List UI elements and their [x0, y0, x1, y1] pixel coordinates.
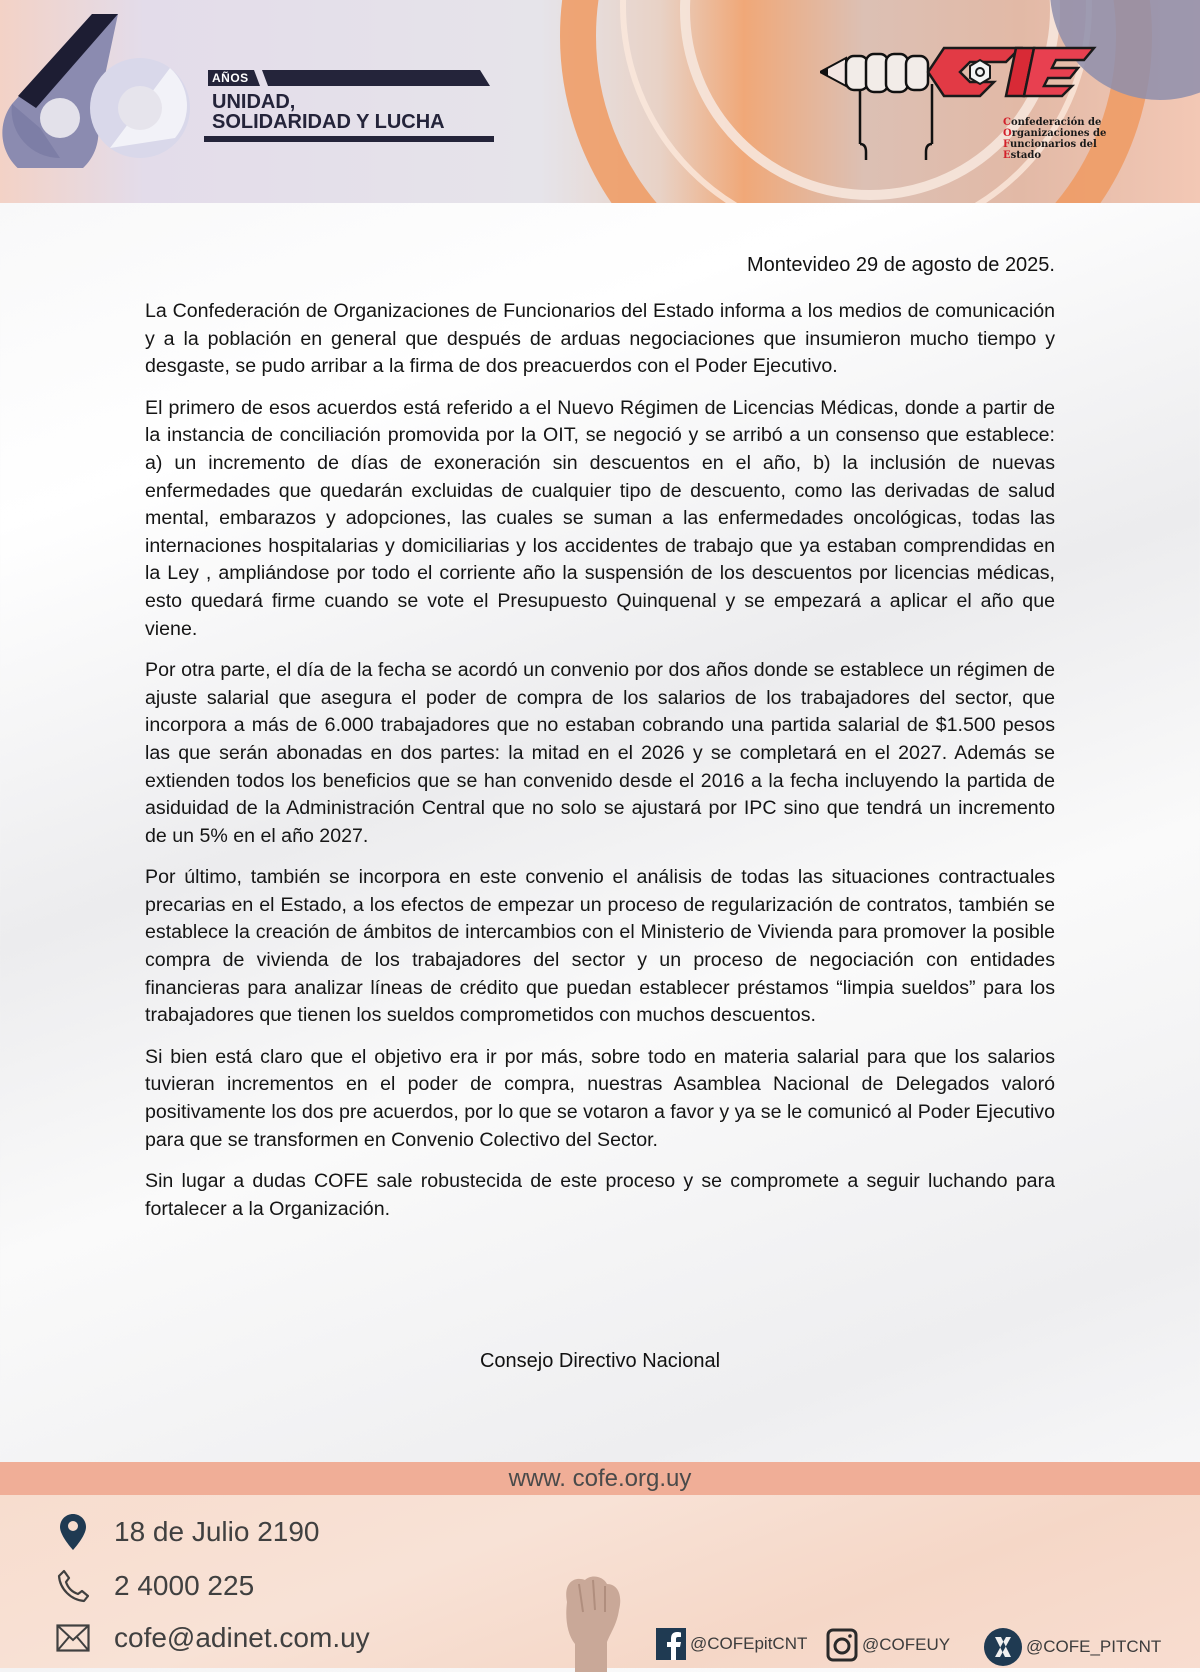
legend-line: Estado [1003, 150, 1042, 161]
social-facebook[interactable] [656, 1628, 807, 1660]
raised-fist-icon [545, 1572, 635, 1672]
address [56, 1512, 320, 1552]
paragraph: Por otra parte, el día de la fecha se acordó un convenio por dos años donde se establece un régimen de ajuste salarial que asegura el poder de compra de los salarios de los trabajadores del sector, que incorpora a más de 6.000 trabajadores que no estaban cobrando una partida salarial de $1.500 pesos las que serán abonadas en dos partes: la mitad en el 2026 y se completará en el 2027. Además se extienden todos los beneficios que se han convenido desde el 2016 a la fecha incluyendo la partida de asiduidad de la Administración Central que no solo se ajustará por IPC sino que tendrá un incremento de un 5% en el año 2027. [145, 659, 1055, 847]
instagram-handle: @COFEUY [862, 1635, 951, 1654]
paragraph: La Confederación de Organizaciones de Funcionarios del Estado informa a los medios de comunicación y a la población en general que después de arduas negociaciones que insumieron mucho tiempo y desgaste, se pudo arribar a la firma de dos preacuerdos con el Poder Ejecutivo. [145, 300, 1055, 378]
paragraph: El primero de esos acuerdos está referido a el Nuevo Régimen de Licencias Médicas, donde a partir de la instancia de conciliación promovida por la OIT, se negoció y se arribó a un consenso que establece: a) un incremento de días de exoneración sin descuentos en el año, b) la inclusión de nuevas enfermedades que quedarán excluidas de cualquier tipo de descuento, como las derivadas de salud mental, embarazos y adopciones, las cuales se suman a las enfermedades oncológicas, todas las internaciones hospitalarias y domiciliarias y los accidentes de trabajo que ya estaban comprendidas en la Ley , ampliándose por todo el corriente año la suspensión de los descuentos por licencias médicas, esto quedará firme cuando se vote el Presupuesto Quinquenal y se empezará a aplicar el año que viene. [145, 396, 1055, 640]
paragraph: Si bien está claro que el objetivo era ir por más, sobre todo en materia salarial para que los salarios tuvieran incrementos en el poder de compra, nuestras Asamblea Nacional de Delegados valoró positivamente los dos pre acuerdos, por lo que se votaron a favor y ya se le comunicó al Poder Ejecutivo para que se transformen en Convenio Colectivo del Sector. [145, 1045, 1055, 1151]
legend-line: Organizaciones de [1003, 128, 1107, 139]
address-text: 18 de Julio 2190 [114, 1516, 320, 1547]
letter-body [145, 298, 1055, 1237]
instagram-icon [826, 1628, 858, 1662]
legend-line: Confederación de [1003, 117, 1102, 128]
x-handle: @COFE_PITCNT [1026, 1637, 1162, 1656]
paragraph: Por último, también se incorpora en este convenio el análisis de todas las situaciones contractuales precarias en el Estado, a los efectos de empezar un proceso de regularización de contratos, también se establece la creación de ámbitos de intercambios con el Ministerio de Vivienda para promover la posible compra de vivienda de los trabajadores del sector y un proceso de negociación con entidades financieras para analizar líneas de crédito que puedan establecer préstamos “limpia sueldos” para los trabajadores que tienen los sueldos comprometidos con muchos descuentos. [145, 866, 1055, 1027]
phone-text[interactable]: 2 4000 225 [114, 1570, 255, 1601]
paragraph: Sin lugar a dudas COFE sale robustecida de este proceso y se compromete a seguir luchando para fortalecer a la Organización. [145, 1170, 1055, 1220]
website-link[interactable]: www. cofe.org.uy [0, 1462, 1200, 1495]
sixty-years-logo-icon [0, 8, 200, 168]
email-text[interactable]: cofe@adinet.com.uy [114, 1622, 370, 1653]
years-label: AÑOS [212, 71, 249, 85]
letterhead-footer [0, 1462, 1200, 1668]
letterhead-header [0, 0, 1200, 203]
slogan-underline [204, 136, 494, 142]
phone-icon [56, 1566, 90, 1606]
signature: Consejo Directivo Nacional [479, 1350, 721, 1372]
cofe-legend [1003, 117, 1106, 161]
letter-date: Montevideo 29 de agosto de 2025. [746, 254, 1055, 276]
map-pin-icon [56, 1512, 90, 1552]
social-instagram[interactable] [826, 1628, 950, 1662]
legend-line: Funcionarios del [1003, 139, 1097, 150]
phone [56, 1566, 254, 1606]
x-twitter-icon [984, 1628, 1022, 1666]
slogan-line-1: UNIDAD, [212, 91, 296, 113]
envelope-icon [56, 1618, 90, 1658]
facebook-icon [656, 1628, 686, 1660]
facebook-handle: @COFEpitCNT [690, 1634, 808, 1653]
email [56, 1618, 370, 1658]
slogan-line-2: SOLIDARIDAD Y LUCHA [212, 111, 445, 133]
social-x[interactable] [984, 1628, 1161, 1666]
